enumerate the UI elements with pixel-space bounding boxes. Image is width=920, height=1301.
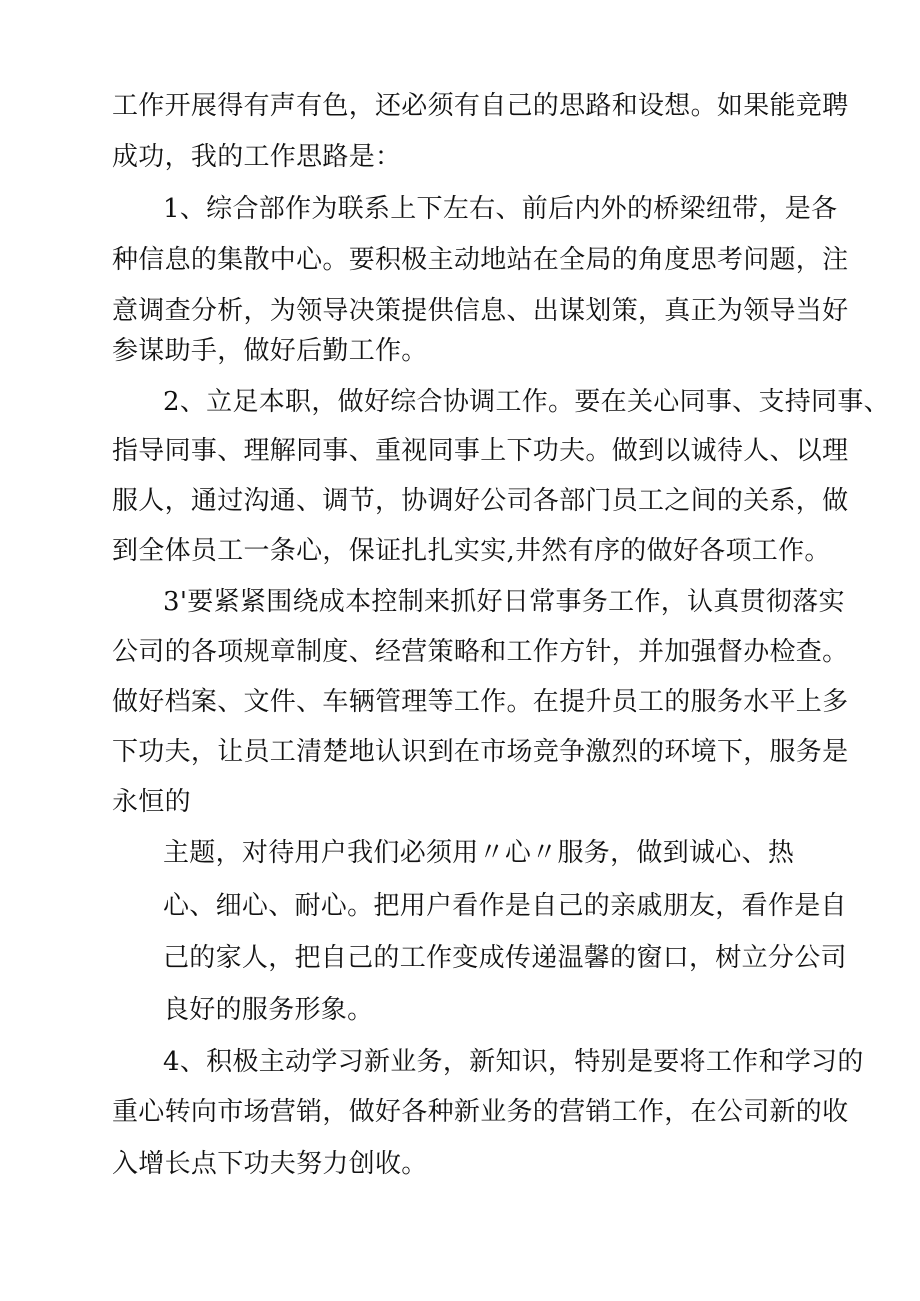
text-line: 入增长点下功夫努力创收。 <box>112 1149 428 1179</box>
text-line: 3'要紧紧围绕成本控制来抓好日常事务工作，认真贯彻落实 <box>163 587 845 617</box>
text-line: 参谋助手，做好后勤工作。 <box>112 336 428 366</box>
text-line: 做好档案、文件、车辆管理等工作。在提升员工的服务水平上多 <box>112 687 849 717</box>
text-line: 种信息的集散中心。要积极主动地站在全局的角度思考问题，注 <box>112 245 849 275</box>
text-line: 下功夫，让员工清楚地认识到在市场竞争激烈的环境下，服务是 <box>112 737 849 767</box>
text-line: 良好的服务形象。 <box>163 995 374 1025</box>
text-line: 成功，我的工作思路是： <box>112 142 402 172</box>
text-line: 主题，对待用户我们必须用〃心〃服务，做到诚心、热 <box>163 838 795 868</box>
text-line: 心、细心、耐心。把用户看作是自己的亲戚朋友，看作是自 <box>163 891 847 921</box>
text-line: 己的家人，把自己的工作变成传递温馨的窗口，树立分公司 <box>163 943 847 973</box>
text-line: 指导同事、理解同事、重视同事上下功夫。做到以诚待人、以理 <box>112 436 849 466</box>
text-line: 重心转向市场营销，做好各种新业务的营销工作，在公司新的收 <box>112 1097 849 1127</box>
text-line: 服人，通过沟通、调节，协调好公司各部门员工之间的关系，做 <box>112 486 849 516</box>
text-line: 4、积极主动学习新业务，新知识，特别是要将工作和学习的 <box>163 1047 864 1077</box>
text-line: 公司的各项规章制度、经营策略和工作方针，并加强督办检查。 <box>112 637 849 667</box>
text-line: 永恒的 <box>112 787 191 817</box>
text-line: 工作开展得有声有色，还必须有自己的思路和设想。如果能竞聘 <box>112 91 849 121</box>
text-line: 到全体员工一条心，保证扎扎实实,井然有序的做好各项工作。 <box>112 536 831 566</box>
text-line: 意调查分析，为领导决策提供信息、出谋划策，真正为领导当好 <box>112 296 849 326</box>
text-line: 1、综合部作为联系上下左右、前后内外的桥梁纽带，是各 <box>163 194 838 224</box>
text-line: 2、立足本职，做好综合协调工作。要在关心同事、支持同事、 <box>163 387 890 417</box>
